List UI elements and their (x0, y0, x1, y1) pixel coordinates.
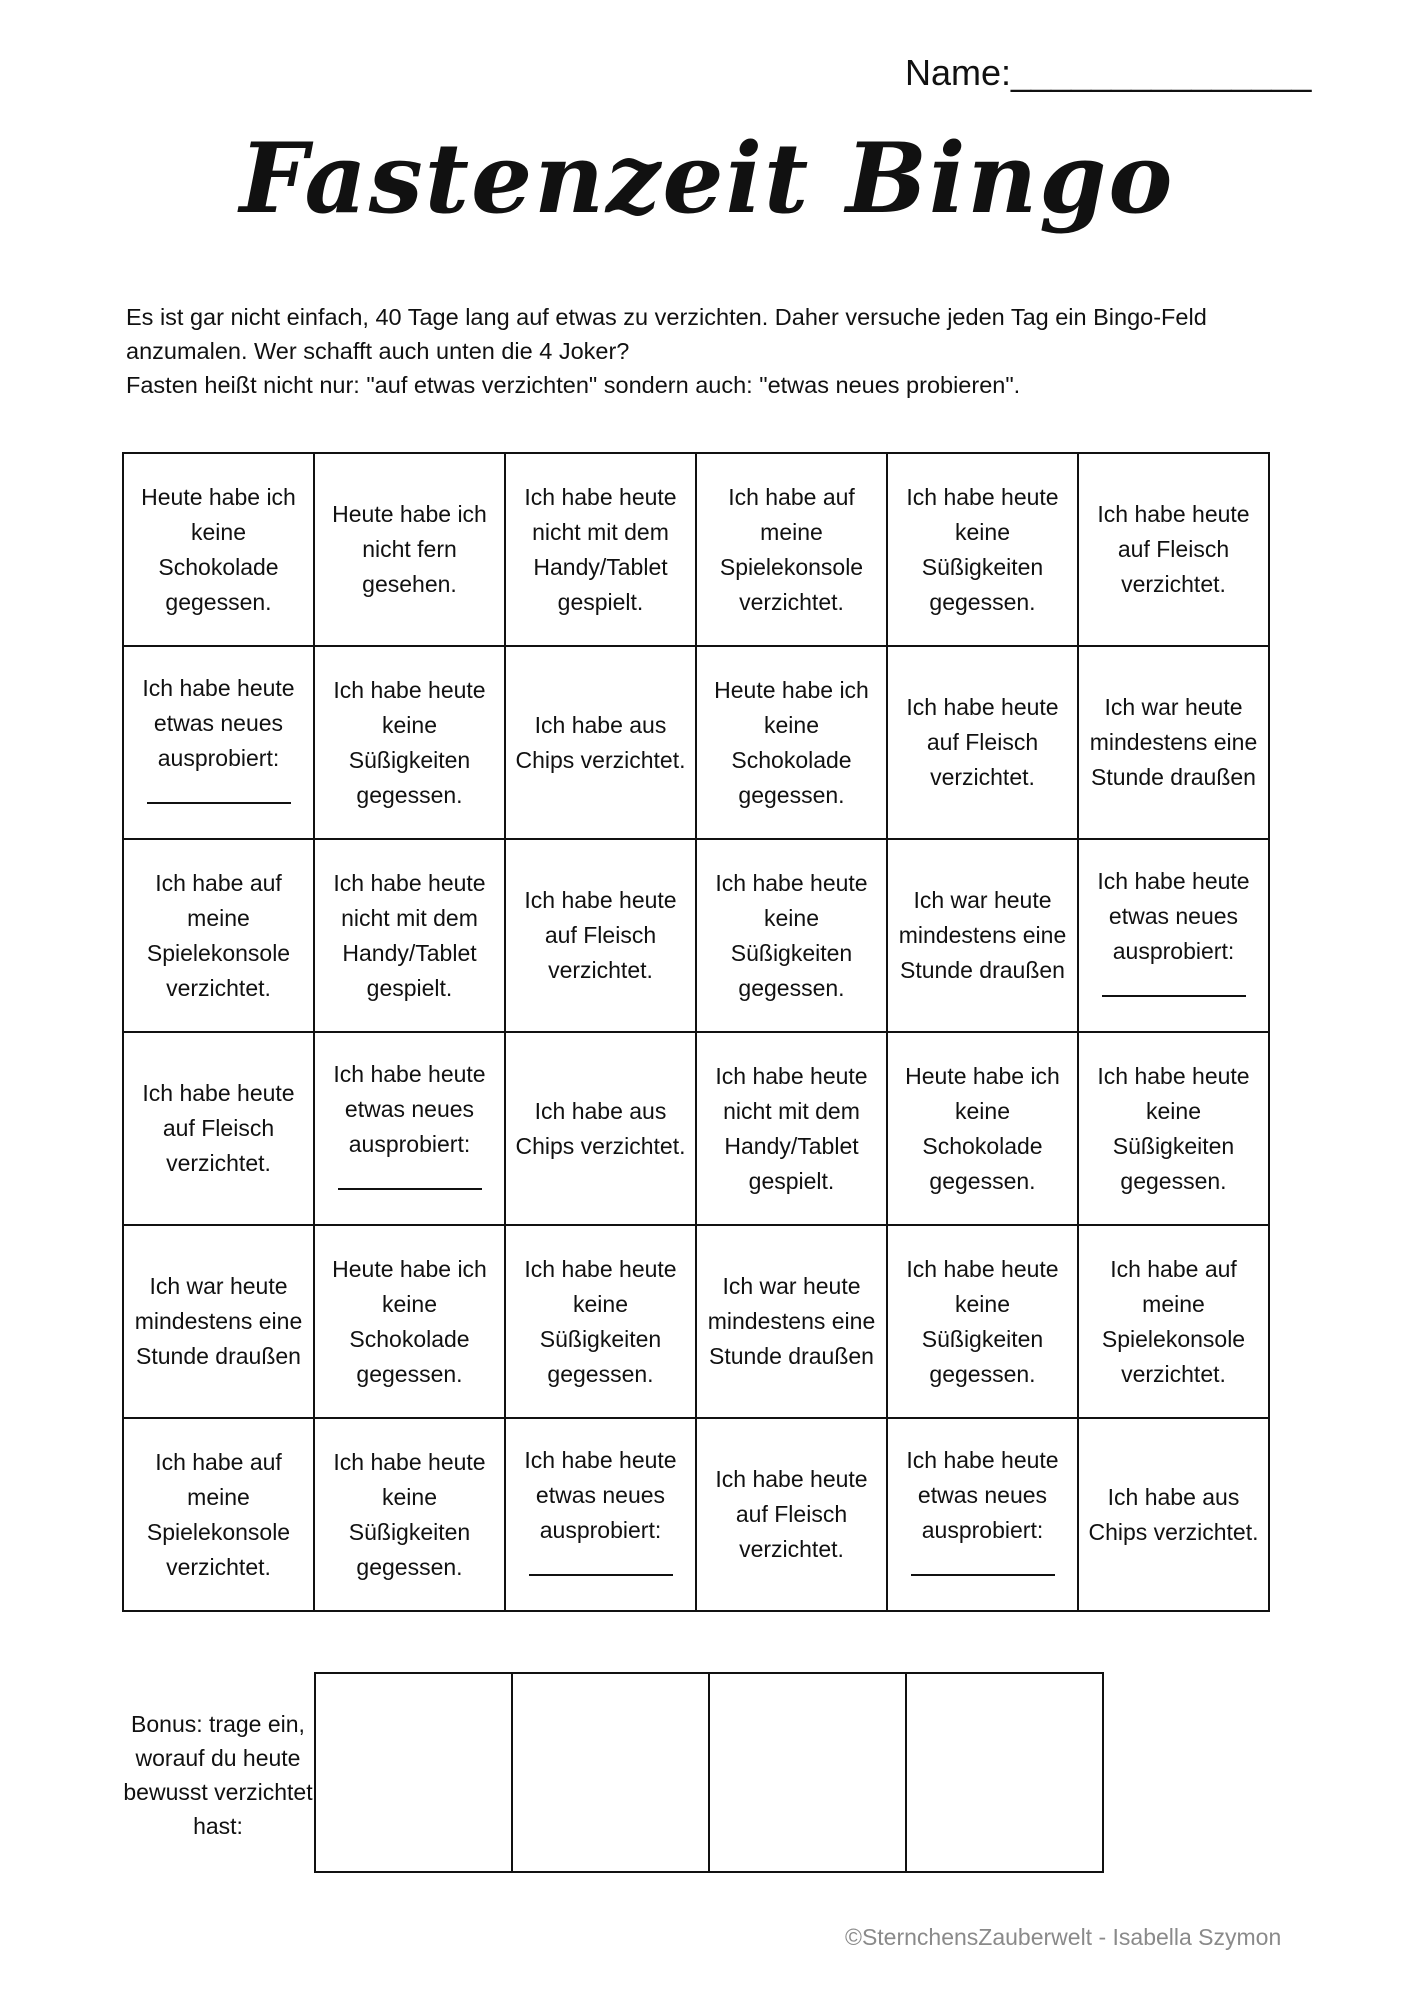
bingo-cell[interactable] (1078, 1418, 1269, 1611)
bingo-cell[interactable] (696, 1032, 887, 1225)
bonus-box[interactable] (315, 1673, 512, 1872)
bingo-cell[interactable] (505, 1032, 696, 1225)
bingo-cell[interactable] (887, 1032, 1078, 1225)
write-in-line[interactable] (529, 1548, 673, 1576)
bingo-cell-text: Ich habe auf meine Spielekonsole verzichtet. (1101, 1255, 1246, 1387)
bingo-cell-text: Ich habe heute nicht mit dem Handy/Tablet gespielt. (524, 483, 677, 615)
bingo-cell-text: Ich habe heute nicht mit dem Handy/Tablet gespielt. (715, 1062, 868, 1194)
bonus-grid (314, 1672, 1104, 1873)
bingo-cell[interactable] (696, 646, 887, 839)
bingo-cell-text: Ich habe heute keine Süßigkeiten gegessen. (524, 1255, 677, 1387)
bingo-cell-text: Ich habe heute auf Fleisch verzichtet. (1097, 501, 1250, 597)
bingo-cell[interactable] (887, 453, 1078, 646)
bingo-cell[interactable] (1078, 453, 1269, 646)
bingo-cell[interactable] (123, 453, 314, 646)
bingo-cell[interactable] (1078, 1225, 1269, 1418)
write-in-line[interactable] (338, 1162, 482, 1190)
bingo-cell[interactable] (887, 839, 1078, 1032)
bingo-cell-text: Ich habe heute nicht mit dem Handy/Tablet gespielt. (333, 869, 486, 1001)
bingo-cell-text: Ich habe auf meine Spielekonsole verzichtet. (146, 869, 291, 1001)
bingo-grid (122, 452, 1270, 1612)
footer-copyright: ©SternchensZauberwelt - Isabella Szymon (845, 1924, 1282, 1950)
bingo-row (123, 1225, 1269, 1418)
bingo-cell-text: Ich habe heute auf Fleisch verzichtet. (906, 694, 1059, 790)
intro-text (126, 300, 1306, 402)
bingo-cell-text: Heute habe ich keine Schokolade gegessen. (141, 483, 296, 615)
page-title: Fastenzeit Bingo (239, 122, 1175, 235)
intro-line-3: Fasten heißt nicht nur: "auf etwas verzichten" sondern auch: "etwas neues probieren". (126, 372, 1021, 398)
bingo-cell[interactable] (123, 1032, 314, 1225)
bingo-cell[interactable] (887, 646, 1078, 839)
intro-line-2: anzumalen. Wer schafft auch unten die 4 Joker? (126, 338, 630, 364)
write-in-line[interactable] (147, 776, 291, 804)
bingo-cell[interactable] (123, 646, 314, 839)
bingo-cell[interactable] (123, 1225, 314, 1418)
bingo-cell-text: Ich habe heute keine Süßigkeiten gegessen. (333, 1448, 486, 1580)
bingo-cell-text: Ich habe aus Chips verzichtet. (1088, 1483, 1259, 1545)
bingo-cell[interactable] (314, 839, 505, 1032)
bingo-cell[interactable] (314, 1225, 505, 1418)
bingo-cell-text: Ich war heute mindestens eine Stunde draußen (134, 1273, 303, 1369)
bonus-box[interactable] (906, 1673, 1103, 1872)
bingo-cell[interactable] (505, 839, 696, 1032)
bingo-cell-text: Heute habe ich nicht fern gesehen. (332, 501, 487, 597)
bingo-cell[interactable] (696, 1418, 887, 1611)
bingo-cell-text: Heute habe ich keine Schokolade gegessen. (905, 1062, 1060, 1194)
bingo-cell-text: Ich habe heute keine Süßigkeiten gegessen. (333, 676, 486, 808)
bingo-cell-text: Ich habe aus Chips verzichtet. (515, 711, 686, 773)
bingo-cell-text: Ich habe auf meine Spielekonsole verzichtet. (146, 1448, 291, 1580)
bingo-cell-text: Ich habe auf meine Spielekonsole verzichtet. (719, 483, 864, 615)
bonus-box[interactable] (512, 1673, 709, 1872)
bonus-label: Bonus: trage ein, worauf du heute bewusst verzichtet hast: (123, 1711, 313, 1839)
bingo-cell-text: Ich habe heute etwas neues ausprobiert: (333, 1061, 486, 1157)
bingo-cell-text: Ich habe heute keine Süßigkeiten gegessen. (715, 869, 868, 1001)
bingo-cell[interactable] (314, 453, 505, 646)
bingo-cell-text: Ich habe heute etwas neues ausprobiert: (1097, 868, 1250, 964)
bingo-cell[interactable] (314, 646, 505, 839)
bingo-cell-text: Ich habe heute auf Fleisch verzichtet. (524, 887, 677, 983)
bingo-cell[interactable] (123, 1418, 314, 1611)
bingo-cell[interactable] (123, 839, 314, 1032)
bingo-cell[interactable] (887, 1225, 1078, 1418)
bingo-cell-text: Ich habe heute keine Süßigkeiten gegessen. (1097, 1062, 1250, 1194)
bingo-row (123, 1418, 1269, 1611)
bingo-cell-text: Ich habe heute auf Fleisch verzichtet. (715, 1466, 868, 1562)
bingo-cell[interactable] (314, 1418, 505, 1611)
bingo-row (123, 839, 1269, 1032)
bingo-cell[interactable] (696, 1225, 887, 1418)
bingo-cell-text: Ich war heute mindestens eine Stunde draußen (1089, 694, 1258, 790)
bingo-cell-text: Ich habe heute keine Süßigkeiten gegessen. (906, 1255, 1059, 1387)
write-in-line[interactable] (1102, 969, 1246, 997)
name-field[interactable]: Name:_______________ (905, 52, 1312, 93)
bingo-cell-text: Ich habe aus Chips verzichtet. (515, 1097, 686, 1159)
bingo-cell[interactable] (505, 453, 696, 646)
bingo-cell[interactable] (696, 453, 887, 646)
bingo-cell[interactable] (1078, 1032, 1269, 1225)
bingo-cell-text: Heute habe ich keine Schokolade gegessen. (714, 676, 869, 808)
bingo-cell-text: Ich habe heute etwas neues ausprobiert: (524, 1447, 677, 1543)
bingo-cell[interactable] (1078, 839, 1269, 1032)
bingo-row (123, 453, 1269, 646)
bingo-cell-text: Ich habe heute auf Fleisch verzichtet. (142, 1080, 295, 1176)
bingo-cell[interactable] (314, 1032, 505, 1225)
bingo-cell-text: Ich war heute mindestens eine Stunde draußen (707, 1273, 876, 1369)
bingo-cell[interactable] (505, 1225, 696, 1418)
bingo-cell-text: Ich war heute mindestens eine Stunde draußen (898, 887, 1067, 983)
intro-line-1: Es ist gar nicht einfach, 40 Tage lang auf etwas zu verzichten. Daher versuche jeden Tag ein Bingo-Feld (126, 304, 1207, 330)
bingo-cell[interactable] (505, 1418, 696, 1611)
bingo-cell-text: Ich habe heute etwas neues ausprobiert: (142, 675, 295, 771)
bingo-cell-text: Ich habe heute keine Süßigkeiten gegessen. (906, 483, 1059, 615)
bingo-cell-text: Heute habe ich keine Schokolade gegessen. (332, 1255, 487, 1387)
bingo-row (123, 646, 1269, 839)
bingo-cell[interactable] (696, 839, 887, 1032)
bingo-cell[interactable] (887, 1418, 1078, 1611)
bingo-row (123, 1032, 1269, 1225)
write-in-line[interactable] (911, 1548, 1055, 1576)
bonus-box[interactable] (709, 1673, 906, 1872)
bingo-cell[interactable] (505, 646, 696, 839)
bingo-cell-text: Ich habe heute etwas neues ausprobiert: (906, 1447, 1059, 1543)
bingo-cell[interactable] (1078, 646, 1269, 839)
